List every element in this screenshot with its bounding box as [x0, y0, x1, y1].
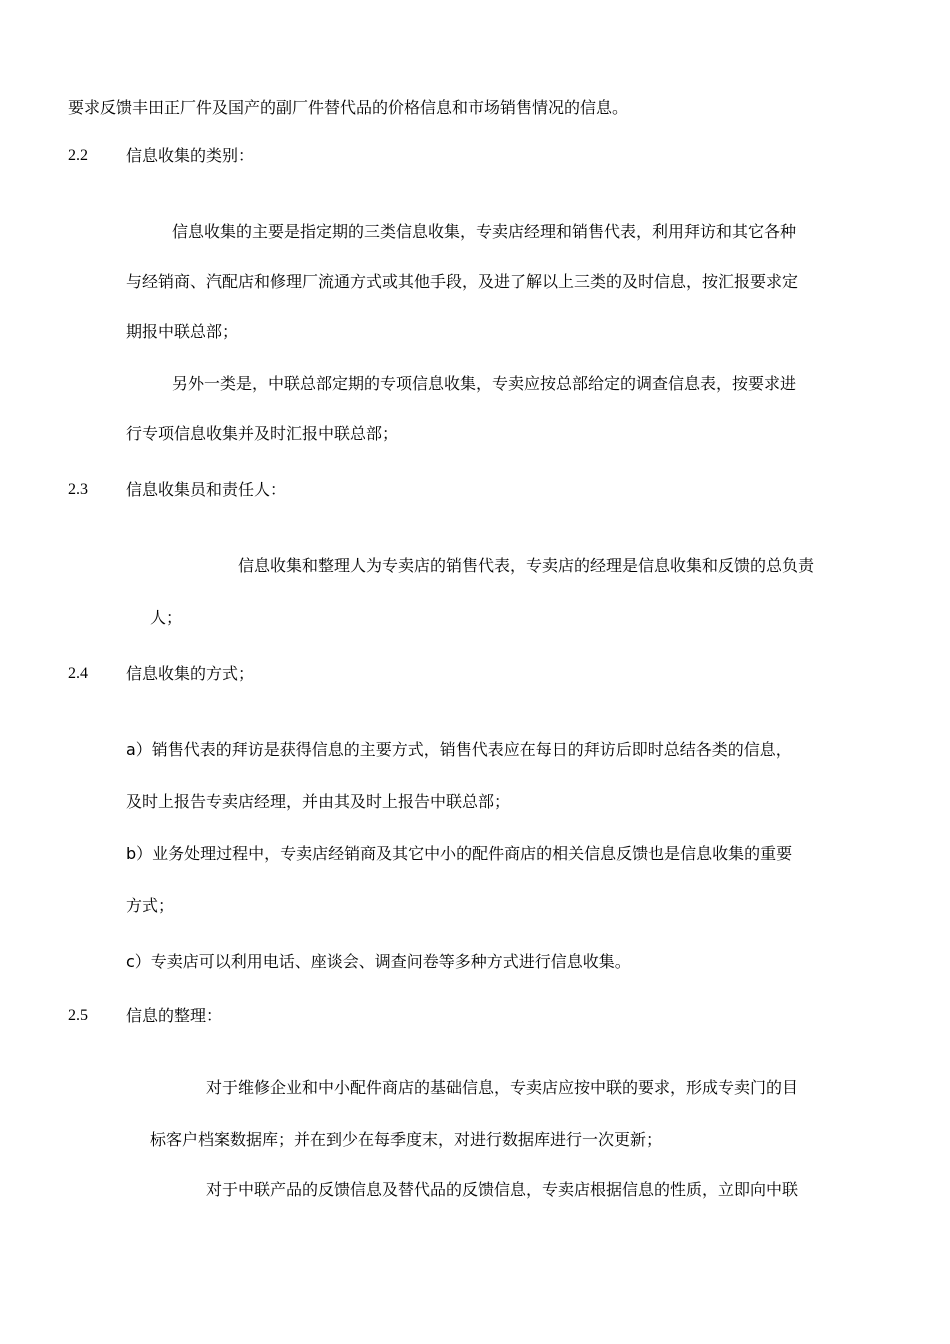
- intro-paragraph: 要求反馈丰田正厂件及国产的副厂件替代品的价格信息和市场销售情况的信息。: [68, 98, 629, 117]
- list-item-line: 方式；: [126, 896, 175, 915]
- section-heading: 信息收集的类别：: [126, 146, 255, 165]
- list-item-line: c）专卖店可以利用电话、座谈会、调查问卷等多种方式进行信息收集。: [126, 952, 631, 971]
- paragraph-line: 标客户档案数据库；并在到少在每季度末，对进行数据库进行一次更新；: [150, 1130, 663, 1149]
- list-item-line: 及时上报告专卖店经理，并由其及时上报告中联总部；: [126, 792, 511, 811]
- section-number: 2.4: [68, 665, 88, 682]
- paragraph-line: 行专项信息收集并及时汇报中联总部；: [126, 424, 399, 443]
- paragraph-line: 另外一类是，中联总部定期的专项信息收集，专卖应按总部给定的调查信息表，按要求进: [172, 374, 797, 393]
- section-number: 2.5: [68, 1007, 88, 1024]
- paragraph-line: 期报中联总部；: [126, 322, 239, 341]
- section-heading: 信息的整理：: [126, 1006, 223, 1025]
- paragraph-line: 与经销商、汽配店和修理厂流通方式或其他手段，及进了解以上三类的及时信息，按汇报要求定: [126, 272, 799, 291]
- section-number: 2.3: [68, 481, 88, 498]
- paragraph-line: 对于中联产品的反馈信息及替代品的反馈信息，专卖店根据信息的性质，立即向中联: [206, 1180, 799, 1199]
- list-item-line: b）业务处理过程中，专卖店经销商及其它中小的配件商店的相关信息反馈也是信息收集的重要: [126, 844, 793, 863]
- paragraph-line: 人；: [150, 608, 183, 627]
- list-item-line: a）销售代表的拜访是获得信息的主要方式，销售代表应在每日的拜访后即时总结各类的信息，: [126, 740, 792, 759]
- paragraph-line: 信息收集的主要是指定期的三类信息收集，专卖店经理和销售代表，利用拜访和其它各种: [172, 222, 797, 241]
- section-number: 2.2: [68, 147, 88, 164]
- paragraph-line: 信息收集和整理人为专卖店的销售代表，专卖店的经理是信息收集和反馈的总负责: [238, 556, 815, 575]
- paragraph-line: 对于维修企业和中小配件商店的基础信息，专卖店应按中联的要求，形成专卖门的目: [206, 1078, 799, 1097]
- section-heading: 信息收集员和责任人：: [126, 480, 287, 499]
- section-heading: 信息收集的方式；: [126, 664, 255, 683]
